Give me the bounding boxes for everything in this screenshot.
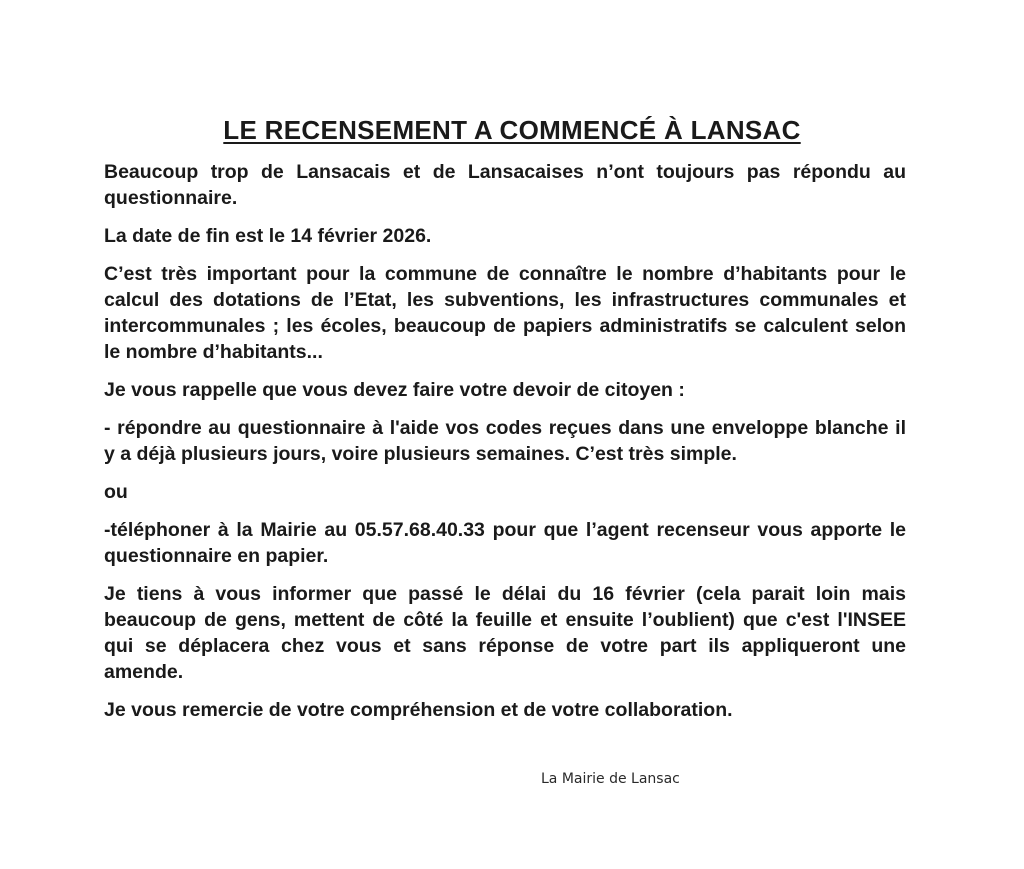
paragraph-or: ou xyxy=(104,481,128,503)
notice-body xyxy=(104,159,906,735)
paragraph-late-respondents: Beaucoup trop de Lansacais et de Lansacaises n’ont toujours pas répondu au questionnaire. xyxy=(104,161,906,209)
paragraph-phone-option: -téléphoner à la Mairie au 05.57.68.40.33 pour que l’agent recenseur vous apporte le questionnaire en papier. xyxy=(104,519,906,567)
paragraph-thanks: Je vous remercie de votre compréhension et de votre collaboration. xyxy=(104,699,733,721)
notice-title: LE RECENSEMENT A COMMENCÉ À LANSAC xyxy=(223,115,801,145)
signature: La Mairie de Lansac xyxy=(541,771,680,787)
paragraph-civic-duty: Je vous rappelle que vous devez faire votre devoir de citoyen : xyxy=(104,379,685,401)
paragraph-end-date: La date de fin est le 14 février 2026. xyxy=(104,225,432,247)
paragraph-online-option: - répondre au questionnaire à l'aide vos codes reçues dans une enveloppe blanche il y a déjà plusieurs jours, voire plusieurs semaines. C’est très simple. xyxy=(104,417,906,465)
paragraph-importance: C’est très important pour la commune de connaître le nombre d’habitants pour le calcul des dotations de l’Etat, les subventions, les infrastructures communales et intercommunales ; les écoles, beaucoup de papiers administratifs se calculent selon le nombre d’habitants... xyxy=(104,263,906,363)
paragraph-deadline-warning: Je tiens à vous informer que passé le délai du 16 février (cela parait loin mais beaucoup de gens, mettent de côté la feuille et ensuite l’oublient) que c'est l'INSEE qui se déplacera chez vous et sans réponse de votre part ils appliqueront une amende. xyxy=(104,583,906,683)
